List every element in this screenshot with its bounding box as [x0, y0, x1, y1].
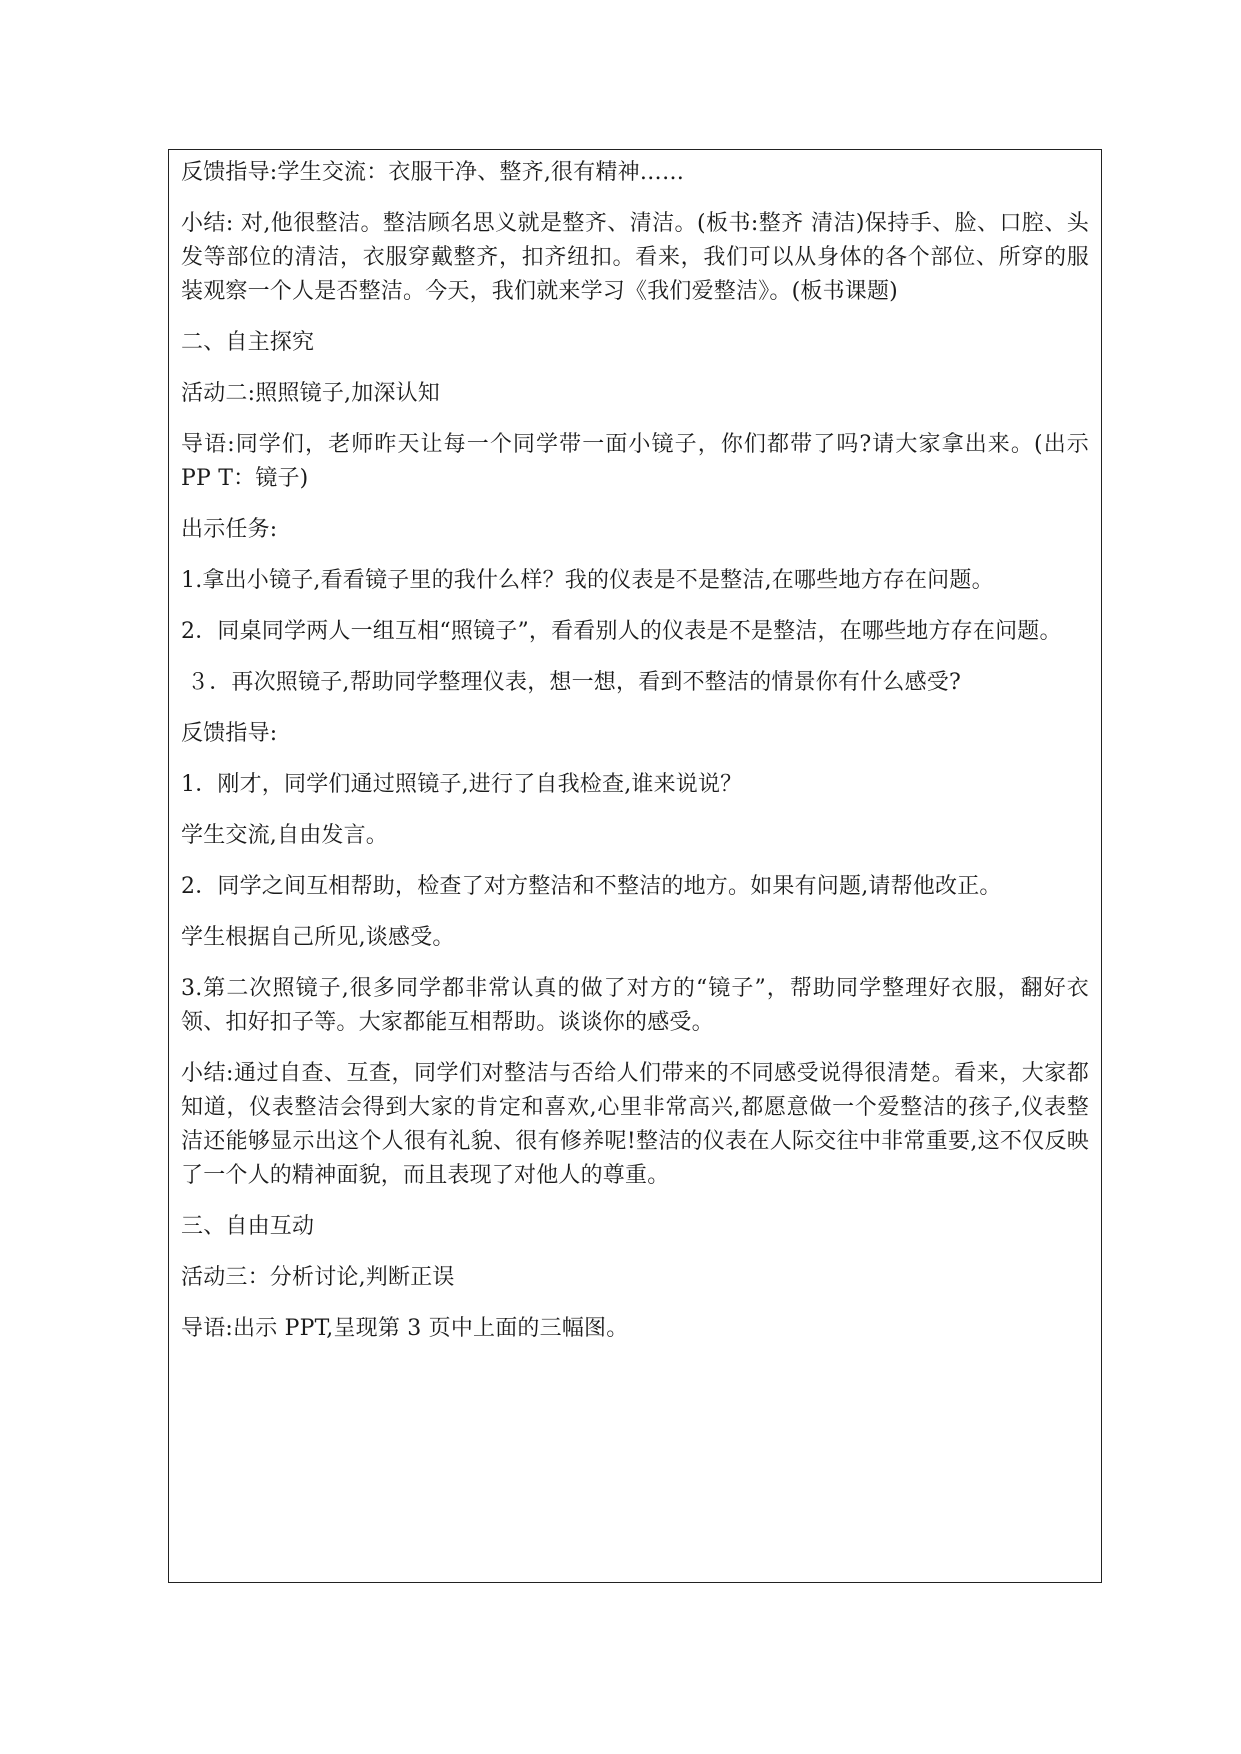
intro-paragraph-2: 导语:同学们，老师昨天让每一个同学带一面小镜子，你们都带了吗?请大家拿出来。(出示 PP T：镜子) [181, 432, 1089, 491]
task-item-1: 1.拿出小镜子,看看镜子里的我什么样？我的仪表是不是整洁,在哪些地方存在问题。 [181, 568, 994, 593]
section-heading-3: 三、自由互动 [181, 1214, 315, 1239]
task-heading: 出示任务: [181, 517, 278, 542]
summary-paragraph-1: 小结: 对,他很整洁。整洁顾名思义就是整齐、清洁。(板书:整齐 清洁)保持手、脸、口腔、头发等部位的清洁，衣服穿戴整齐，扣齐纽扣。看来，我们可以从身体的各个部位、所穿的服装观察一个人是否整洁。今天，我们就来学习《我们爱整洁》。(板书课题) [181, 211, 1089, 304]
lesson-table-cell [168, 149, 1102, 1583]
feedback-heading: 反馈指导: [181, 721, 278, 746]
intro-paragraph-3: 导语:出示 PPT,呈现第 3 页中上面的三幅图。 [181, 1316, 629, 1341]
task-item-2: 2．同桌同学两人一组互相“照镜子”，看看别人的仪表是不是整洁，在哪些地方存在问题。 [181, 619, 1062, 644]
activity-2-heading: 活动二:照照镜子,加深认知 [181, 381, 441, 406]
feedback-paragraph-1: 反馈指导:学生交流：衣服干净、整齐,很有精神…… [181, 160, 685, 185]
student-response-2: 学生根据自己所见,谈感受。 [181, 925, 455, 950]
feedback-item-3: 3.第二次照镜子,很多同学都非常认真的做了对方的“镜子”，帮助同学整理好衣服，翻好衣领、扣好扣子等。大家都能互相帮助。谈谈你的感受。 [181, 976, 1089, 1035]
feedback-item-2: 2．同学之间互相帮助，检查了对方整洁和不整洁的地方。如果有问题,请帮他改正。 [181, 874, 1002, 899]
summary-paragraph-2: 小结:通过自查、互查，同学们对整洁与否给人们带来的不同感受说得很清楚。看来，大家都知道，仪表整洁会得到大家的肯定和喜欢,心里非常高兴,都愿意做一个爱整洁的孩子,仪表整洁还能够显示出这个人很有礼貌、很有修养呢!整洁的仪表在人际交往中非常重要,这不仅反映了一个人的精神面貌，而且表现了对他人的尊重。 [181, 1061, 1089, 1188]
section-heading-2: 二、自主探究 [181, 330, 315, 355]
feedback-item-1: 1．刚才，同学们通过照镜子,进行了自我检查,谁来说说？ [181, 772, 743, 797]
task-item-3: ３．再次照镜子,帮助同学整理仪表，想一想，看到不整洁的情景你有什么感受? [187, 670, 961, 695]
student-response-1: 学生交流,自由发言。 [181, 823, 388, 848]
activity-3-heading: 活动三：分析讨论,判断正误 [181, 1265, 455, 1290]
